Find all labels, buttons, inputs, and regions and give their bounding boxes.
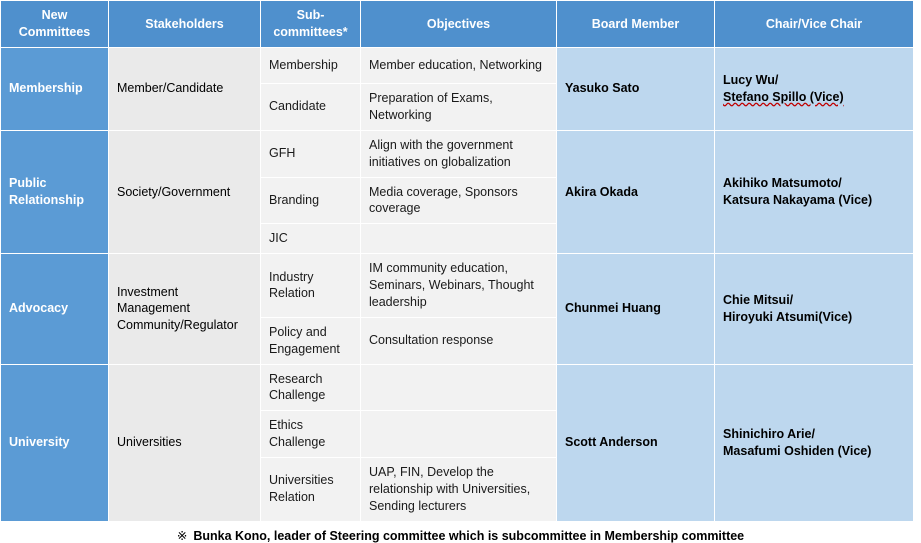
objective-cell: Preparation of Exams, Networking: [361, 84, 557, 131]
committee-name-cell: Membership: [1, 48, 109, 131]
table-row: [1, 130, 914, 177]
board-member-cell: Scott Anderson: [557, 364, 715, 521]
subcommittee-cell: Branding: [261, 177, 361, 224]
objective-cell: [361, 224, 557, 254]
objective-cell: [361, 411, 557, 458]
objective-cell: IM community education, Seminars, Webinars, Thought leadership: [361, 254, 557, 318]
chair-vice-chair-cell: [715, 130, 914, 253]
chair-name: Shinichiro Arie/: [723, 426, 815, 441]
subcommittee-cell: Membership: [261, 48, 361, 84]
committee-name-cell: Advocacy: [1, 254, 109, 364]
stakeholders-cell: Member/Candidate: [109, 48, 261, 131]
header-board-member: Board Member: [557, 1, 715, 48]
subcommittee-cell: Candidate: [261, 84, 361, 131]
subcommittee-cell: GFH: [261, 130, 361, 177]
stakeholders-cell: Universities: [109, 364, 261, 521]
stakeholders-cell: Investment Management Community/Regulator: [109, 254, 261, 364]
vice-chair-name: Katsura Nakayama (Vice): [723, 192, 873, 207]
board-member-cell: Yasuko Sato: [557, 48, 715, 131]
header-stakeholders: Stakeholders: [109, 1, 261, 48]
committee-name-cell: University: [1, 364, 109, 521]
objective-cell: Member education, Networking: [361, 48, 557, 84]
table-row: [1, 254, 914, 318]
footnote-text: Bunka Kono, leader of Steering committee which is subcommittee in Membership committee: [193, 528, 745, 543]
chair-name: Akihiko Matsumoto/: [723, 176, 842, 191]
objective-cell: UAP, FIN, Develop the relationship with Universities, Sending lecturers: [361, 458, 557, 522]
vice-chair-name: Masafumi Oshiden (Vice): [723, 443, 872, 458]
header-chair-vice-chair: Chair/Vice Chair: [715, 1, 914, 48]
subcommittee-cell: Policy and Engagement: [261, 317, 361, 364]
board-member-cell: Akira Okada: [557, 130, 715, 253]
vice-chair-name: Stefano Spillo (Vice): [723, 89, 844, 104]
chair-name: Chie Mitsui/: [723, 292, 794, 307]
vice-chair-name: Hiroyuki Atsumi(Vice): [723, 309, 853, 324]
footnote-mark-icon: ※: [176, 528, 188, 543]
subcommittee-cell: Industry Relation: [261, 254, 361, 318]
chair-vice-chair-cell: [715, 48, 914, 131]
stakeholders-cell: Society/Government: [109, 130, 261, 253]
header-row: [1, 1, 914, 48]
table-row: [1, 364, 914, 411]
header-subcommittees: Sub-committees*: [261, 1, 361, 48]
objective-cell: [361, 364, 557, 411]
header-new-committees: New Committees: [1, 1, 109, 48]
header-objectives: Objectives: [361, 1, 557, 48]
objective-cell: Consultation response: [361, 317, 557, 364]
subcommittee-cell: Universities Relation: [261, 458, 361, 522]
subcommittee-cell: JIC: [261, 224, 361, 254]
footnote: [0, 528, 921, 543]
objective-cell: Media coverage, Sponsors coverage: [361, 177, 557, 224]
chair-vice-chair-cell: [715, 364, 914, 521]
subcommittee-cell: Ethics Challenge: [261, 411, 361, 458]
committee-name-cell: Public Relationship: [1, 130, 109, 253]
chair-vice-chair-cell: [715, 254, 914, 364]
objective-cell: Align with the government initiatives on globalization: [361, 130, 557, 177]
board-member-cell: Chunmei Huang: [557, 254, 715, 364]
table-body: [1, 48, 914, 522]
table-row: [1, 48, 914, 84]
table-header: [1, 1, 914, 48]
subcommittee-cell: Research Challenge: [261, 364, 361, 411]
chair-name: Lucy Wu/: [723, 73, 779, 87]
